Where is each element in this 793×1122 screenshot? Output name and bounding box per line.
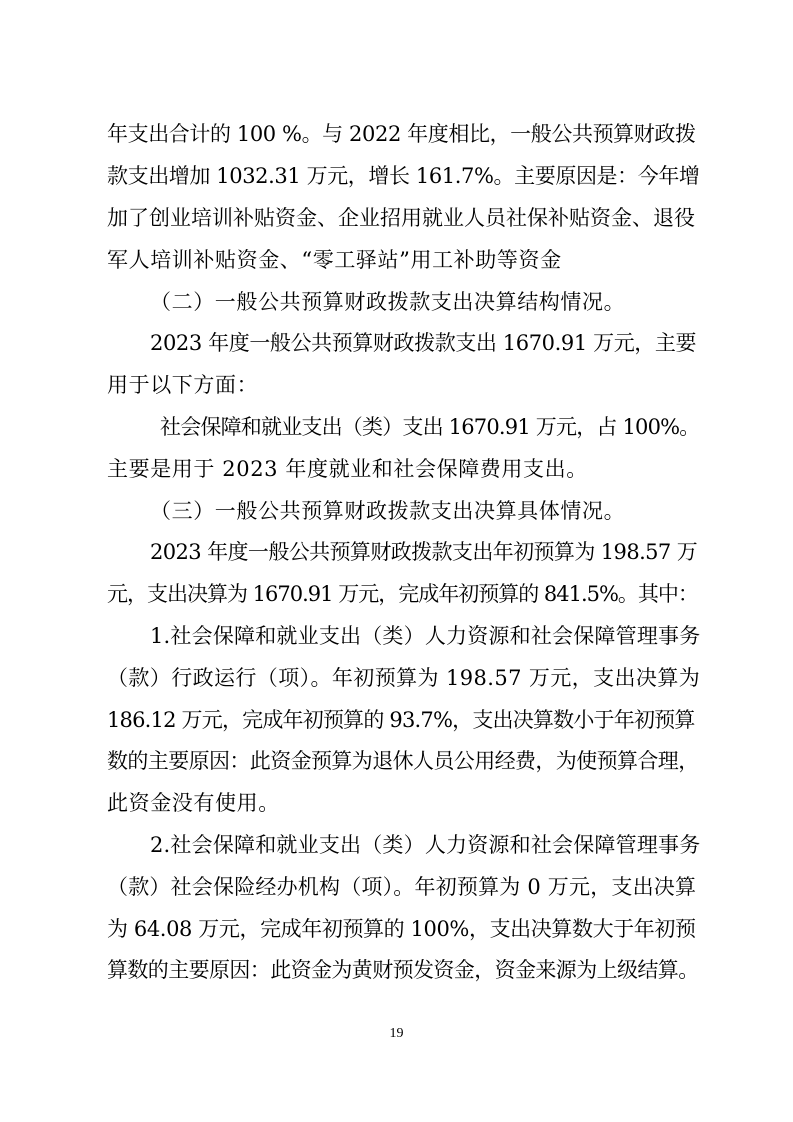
text-line: 主要是用于 2023 年度就业和社会保障费用支出。: [107, 457, 588, 481]
section-heading: （三）一般公共预算财政拨款支出决算具体情况。: [150, 499, 626, 523]
text-line: 加了创业培训补贴资金、企业招用就业人员社保补贴资金、退役: [107, 206, 695, 230]
text-line: 元，支出决算为 1670.91 万元，完成年初预算的 841.5%。其中：: [107, 582, 698, 606]
text-line: 用于以下方面：: [107, 373, 259, 397]
text-line: （款）行政运行（项）。年初预算为 198.57 万元，支出决算为: [107, 666, 701, 690]
text-line: 此资金没有使用。: [107, 791, 280, 815]
text-line: 年支出合计的 100 %。与 2022 年度相比，一般公共预算财政拨: [107, 122, 696, 146]
text-line: 1.社会保障和就业支出（类）人力资源和社会保障管理事务: [150, 624, 701, 648]
text-line: 军人培训补贴资金、“零工驿站”用工补助等资金: [107, 248, 562, 272]
section-heading: （二）一般公共预算财政拨款支出决算结构情况。: [150, 290, 626, 314]
text-line: 算数的主要原因：此资金为黄财预发资金，资金来源为上级结算。: [107, 958, 699, 982]
text-line: 数的主要原因：此资金预算为退休人员公用经费，为使预算合理，: [107, 749, 699, 773]
text-line: 为 64.08 万元，完成年初预算的 100%，支出决算数大于年初预: [107, 917, 696, 941]
text-line: 款支出增加 1032.31 万元，增长 161.7%。主要原因是：今年增: [107, 164, 700, 188]
page-number: 19: [389, 1026, 404, 1041]
text-line: 社会保障和就业支出（类）支出 1670.91 万元，占 100%。: [160, 415, 700, 439]
text-line: 186.12 万元，完成年初预算的 93.7%，支出决算数小于年初预算: [107, 708, 695, 732]
text-line: 2023 年度一般公共预算财政拨款支出 1670.91 万元，主要: [150, 331, 697, 355]
text-line: （款）社会保险经办机构（项）。年初预算为 0 万元，支出决算: [107, 875, 697, 899]
text-line: 2023 年度一般公共预算财政拨款支出年初预算为 198.57 万: [150, 540, 698, 564]
text-line: 2.社会保障和就业支出（类）人力资源和社会保障管理事务: [150, 833, 701, 857]
